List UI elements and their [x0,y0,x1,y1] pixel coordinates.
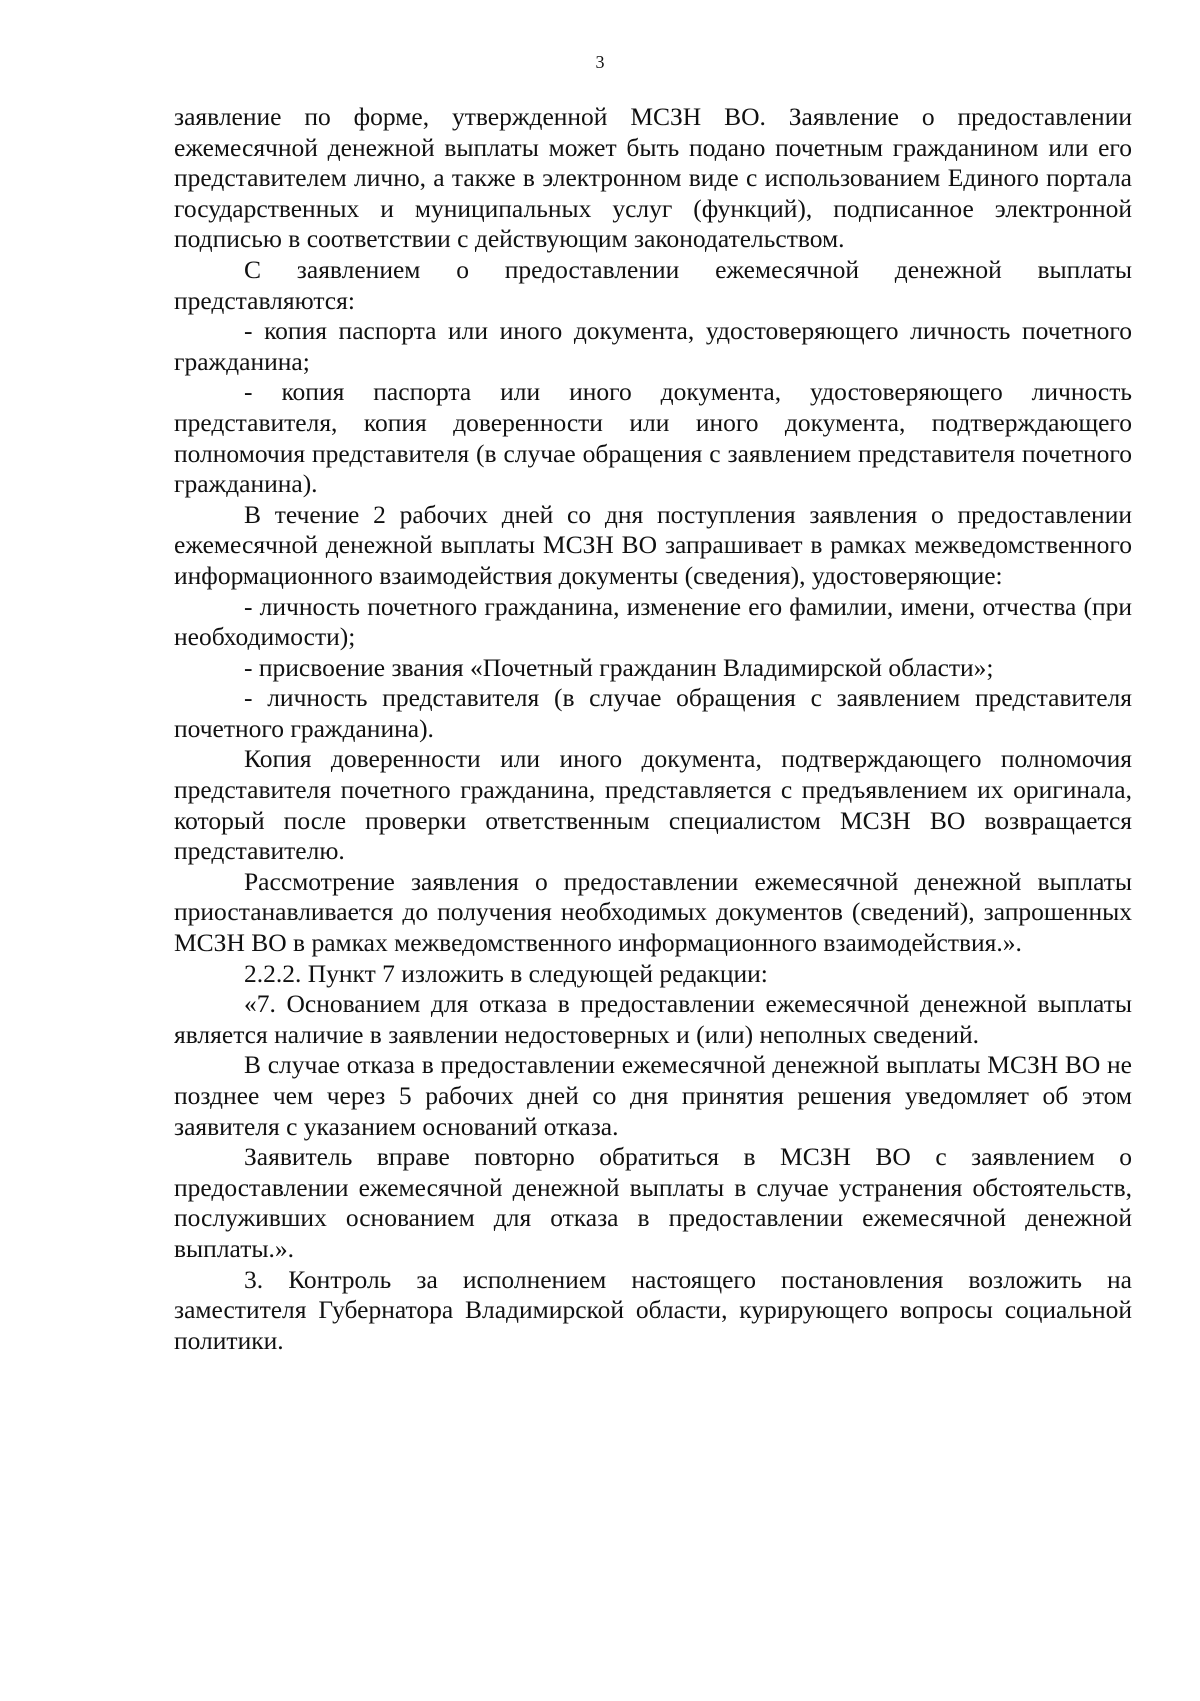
paragraph-power-of-attorney: Копия доверенности или иного документа, подтверждающего полномочия представителя почетного гражданина, представляется с предъявлением их оригинала, который после проверки ответственным специалистом МСЗН ВО возвращается представителю. [174,744,1132,866]
paragraph-interagency-request: В течение 2 рабочих дней со дня поступления заявления о предоставлении ежемесячной денежной выплаты МСЗН ВО запрашивает в рамках межведомственного информационного взаимодействия документы (сведения), удостоверяющие: [174,499,1132,590]
paragraph-control: 3. Контроль за исполнением настоящего постановления возложить на заместителя Губернатора Владимирской области, курирующего вопросы социальной политики. [174,1264,1132,1355]
paragraph-refusal-notice: В случае отказа в предоставлении ежемесячной денежной выплаты МСЗН ВО не позднее чем через 5 рабочих дней со дня принятия решения уведомляет об этом заявителя с указанием оснований отказа. [174,1050,1132,1141]
list-item-citizen-passport: - копия паспорта или иного документа, удостоверяющего личность почетного гражданина; [174,316,1132,376]
list-item-honorary-title: - присвоение звания «Почетный гражданин Владимирской области»; [244,652,994,682]
document-body [174,102,1132,1356]
page-number: 3 [595,52,605,72]
paragraph-application-form: заявление по форме, утвержденной МСЗН ВО. Заявление о предоставлении ежемесячной денежной выплаты может быть подано почетным гражданином или его представителем лично, а также в электронном виде с использованием Единого портала государственных и муниципальных услуг (функций), подписанное электронной подписью в соответствии с действующим законодательством. [174,102,1132,254]
list-item-citizen-identity: - личность почетного гражданина, изменение его фамилии, имени, отчества (при необходимости); [174,591,1132,652]
paragraph-suspension: Рассмотрение заявления о предоставлении ежемесячной денежной выплаты приостанавливается до получения необходимых документов (сведений), запрошенных МСЗН ВО в рамках межведомственного информационного взаимодействия.». [174,866,1132,958]
paragraph-reapplication: Заявитель вправе повторно обратиться в МСЗН ВО с заявлением о предоставлении ежемесячной денежной выплаты в случае устранения обстоятельств, послуживших основанием для отказа в предоставлении ежемесячной денежной выплаты.». [174,1142,1132,1263]
paragraph-clause-2-2-2: 2.2.2. Пункт 7 изложить в следующей редакции: [244,958,768,988]
paragraph-refusal-grounds: «7. Основанием для отказа в предоставлении ежемесячной денежной выплаты является наличие в заявлении недостоверных и (или) неполных сведений. [174,989,1132,1049]
paragraph-submitted-documents-intro: С заявлением о предоставлении ежемесячной денежной выплаты представляются: [174,254,1132,315]
list-item-representative-passport: - копия паспорта или иного документа, удостоверяющего личность представителя, копия доверенности или иного документа, подтверждающего полномочия представителя (в случае обращения с заявлением представителя почетного гражданина). [174,377,1132,499]
list-item-representative-identity: - личность представителя (в случае обращения с заявлением представителя почетного гражданина). [174,683,1132,743]
